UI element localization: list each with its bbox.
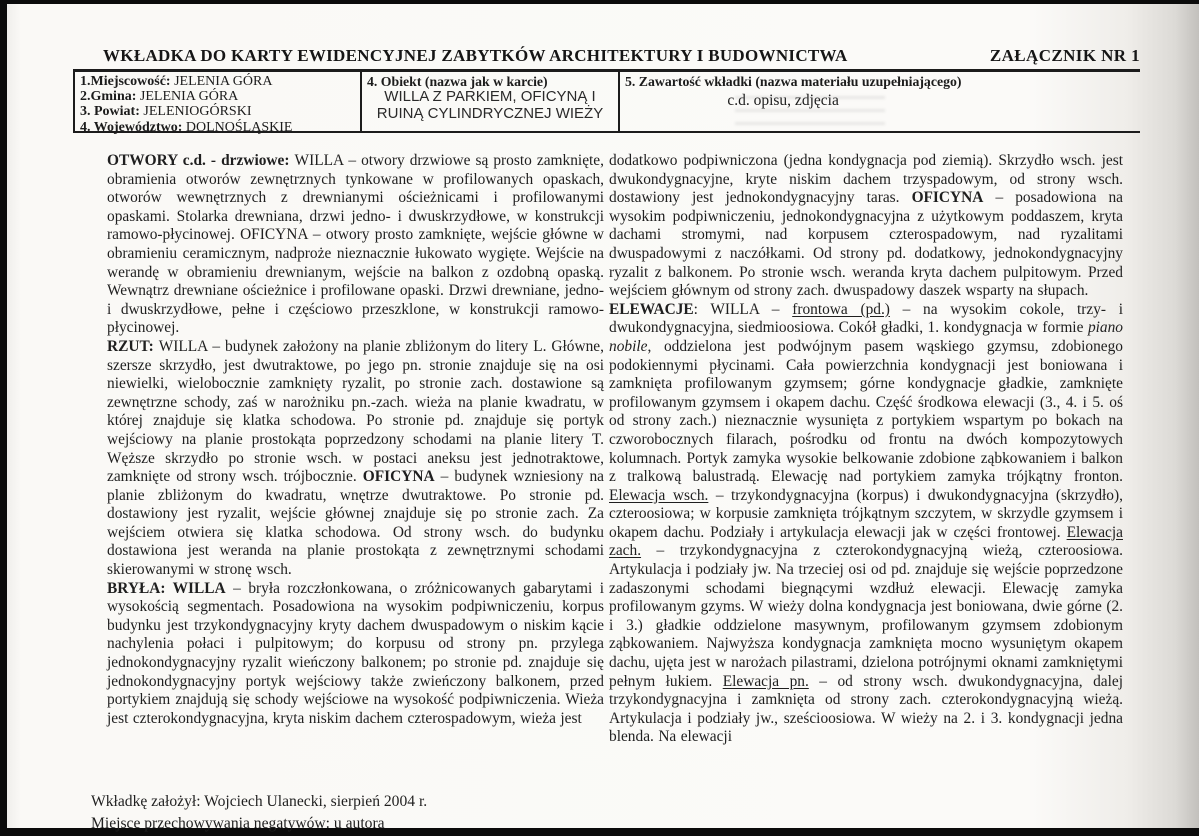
footer-author-line: Wkładkę założył: Wojciech Ulanecki, sierpień 2004 r. <box>91 793 428 810</box>
text-run: – trzykondygnacyjna (korpus) i dwukondygnacyjna (skrzydło), czteroosiowa; w korpusie zamknięta trójkątnym szczytem, w skrzydle gzymsem i okapem dachu. Podziały i artykulacja elewacji jak w części frontowej. <box>609 486 1123 541</box>
field-gmina <box>80 89 355 104</box>
document-footer <box>91 791 427 834</box>
left-text-column <box>107 152 604 728</box>
text-run: Elewacja pn. <box>722 672 809 690</box>
text-run: dodatkowo podpiwniczona (jedna kondygnacja pod ziemią). Skrzydło wsch. jest dwukondygnacyjne, kryte niskim dachem trzyspadowym, od strony wsch. dostawiony jest jednokondygnacyjny taras. <box>609 152 1123 207</box>
document-header <box>73 46 1140 66</box>
object-cell <box>362 72 620 131</box>
object-name-line: WILLA Z PARKIEM, OFICYNĄ I <box>384 88 596 105</box>
right-text-column <box>609 152 1123 747</box>
paragraph <box>107 338 604 580</box>
field-value: JELENIOGÓRSKI <box>143 104 252 120</box>
text-run: OTWORY c.d. - drzwiowe: <box>107 152 295 169</box>
text-run: ELEWACJE <box>609 300 694 318</box>
text-run: BRYŁA: WILLA <box>107 579 226 597</box>
text-run: – na wysokim cokole, trzy- i dwukondygnacyjna, siedmioosiowa. Cokół gładki, 1. kondygnacja w formie <box>609 300 1123 337</box>
attachment-label: ZAŁĄCZNIK NR 1 <box>989 46 1140 65</box>
text-run: – od strony wsch. dwukondygnacyjna, dalej trzykondygnacyjna i zamknięta od strony zach. czterokondygnacyjną wieżą. Artykulacja i podziały jw., sześcioosiowa. W wieży na 2. i 3. kondygnacji jedna blenda. Na elewacji <box>609 672 1123 746</box>
field-label: 2.Gmina: <box>80 89 137 105</box>
document-page <box>7 4 1199 832</box>
text-run: Elewacja wsch. <box>609 486 709 504</box>
paragraph <box>107 152 604 338</box>
location-cell <box>73 72 362 135</box>
contents-cell <box>620 72 1140 131</box>
field-label: 1.Miejscowość: <box>80 74 171 89</box>
text-run: , oddzielona jest podwójnym pasem wąskiego gzymsu, zdobionego podokiennymi płycinami. Cała powierzchnia kondygnacji jest boniowana i zamknięta profilowanym gzymsem; górne kondygnacje gładkie, zamknięte profilowanym gzymsem i okapem dachu. Część środkowa elewacji (3., 4. i 5. oś od strony zach.) nieznacznie wysunięta z portykiem wspartym po bokach na czworobocznych filarach, pośrodku od frontu na dwóch kompozytowych kolumnach. Portyk zamyka wysokie belkowanie zdobione ząbkowaniem i balkon z tralkową balustradą. Elewację nad portykiem zamyka trójkątny fronton. <box>609 337 1123 486</box>
field-wojewodztwo <box>80 120 355 135</box>
contents-label: 5. Zawartość wkładki (nazwa materiału uzupełniającego) <box>625 74 962 89</box>
text-run: WILLA – otwory drzwiowe są prosto zamknięte, obramienia otworów zewnętrznych tynkowane w profilowanych opaskach, otworów wewnętrznych z drewnianymi ościeżnicami i profilowanymi opaskami. Stolarka drewniana, drzwi jedno- i dwuskrzydłowe, w konstrukcji ramowo-płycinowej. OFICYNA – otwory prosto zamknięte, wejście główne w obramieniu ceramicznym, nadproże nieznacznie łukowato wygięte. Wejście na werandę w obramieniu drewnianym, wejście na balkon z ozdobną opaską. Wewnątrz drewniane ościeżnice i profilowane opaski. Drzwi drewniane, jedno- i dwuskrzydłowe, pełne i częściowo przeszklone, w konstrukcji ramowo-płycinowej. <box>107 152 604 337</box>
field-value: JELENIA GÓRA <box>139 89 239 105</box>
text-run: – trzykondygnacyjna z czterokondygnacyjną wieżą, czteroosiowa. Artykulacja i podziały jw. Na trzeciej osi od pd. znajduje się wejście poprzedzone zadaszonymi schodami biegnącymi wzdłuż elewacji. Elewację zamyka profilowanym gzyms. W wieży dolna kondygnacja jest boniowana, dwie górne (2. i 3.) gładkie oddzielone masywnym, profilowanym gzymsem zdobionym ząbkowaniem. Najwyższa kondygnacja zamknięta mocno wysuniętym okapem dachu, ujęta jest w narożach pilastrami, dzielona potrójnymi oknami zamkniętymi pełnym łukiem. <box>609 542 1123 690</box>
field-miejscowosc <box>80 74 355 89</box>
text-run: : WILLA – <box>693 300 793 318</box>
page-title: WKŁADKA DO KARTY EWIDENCYJNEJ ZABYTKÓW ARCHITEKTURY I BUDOWNICTWA <box>103 46 848 65</box>
paragraph <box>609 152 1123 301</box>
text-run: frontowa (pd.) <box>792 300 890 318</box>
text-run: RZUT: <box>107 337 159 355</box>
object-name-line: RUINĄ CYLINDRYCZNEJ WIEŻY <box>376 104 604 122</box>
object-label: 4. Obiekt (nazwa jak w karcie) <box>367 74 548 89</box>
text-run: – budynek wzniesiony na planie zbliżonym do kwadratu, wnętrze dwutraktowe. Po stronie pd. dostawiony jest ryzalit, wejście głównej znajduje się po stronie zach. Za wejściem otwiera się klatka schodowa. Od strony wsch. do budynku dostawiona jest weranda na planie prostokąta z zewnętrznymi schodami skierowanymi w stronę wsch. <box>107 468 604 579</box>
field-label: 4. Województwo: <box>80 119 183 135</box>
text-run: – posadowiona na wysokim podpiwniczeniu, jednokondygnacyjna z użytkowym poddaszem, kryta dachami stromymi, nad korpusem czterospadowym, nad ryzalitami dwuspadowymi z naczółkami. Od strony pd. dodatkowy, jednokondygnacyjny ryzalit z balkonem. Po stronie wsch. weranda kryta dachem pulpitowym. Przed wejściem głównym od strony zach. dwuspadowy daszek wsparty na słupach. <box>609 189 1123 300</box>
field-label: 3. Powiat: <box>80 104 140 120</box>
text-run: OFICYNA <box>911 189 984 207</box>
field-value: DOLNOŚLĄSKIE <box>185 119 293 135</box>
header-table <box>73 69 1140 133</box>
text-run: – bryła rozczłonkowana, o zróżnicowanych gabarytami i wysokością segmentach. Posadowiona na wysokim podpiwniczeniu, korpus budynku jest trzykondygnacyjny kryty dachem dwuspadowym o niskim kącie nachylenia połaci i pulpitowym; do korpusu od strony pn. przylega jednokondygnacyjny ryzalit wieńczony balkonem; po stronie pd. znajduje się jednokondygnacyjny portyk wejściowy także zwieńczony balkonem, przed portykiem znajdują się schody wejściowe na wysokość podpiwniczenia. Wieża jest czterokondygnacyjna, kryta niskim dachem czterospadowym, wieża jest <box>107 579 605 727</box>
paragraph <box>107 580 604 729</box>
field-powiat <box>80 104 355 119</box>
field-value: JELENIA GÓRA <box>174 74 273 89</box>
contents-value: c.d. opisu, zdjęcia <box>727 92 839 109</box>
text-run: OFICYNA <box>362 468 435 486</box>
text-run: WILLA – budynek założony na planie zbliżonym do litery L. Główne, szersze skrzydło, jest dwutraktowe, po jego pn. stronie znajduje się na osi niewielki, wielobocznie zamknięty ryzalit, po stronie zach. dostawione są zewnętrzne schody, zaś w narożniku pn.-zach. wieża na planie kwadratu, w której znajduje się klatka schodowa. Po stronie pd. znajduje się portyk wejściowy na planie prostokąta poprzedzony schodami na planie litery T. Węższe skrzydło po stronie wsch. w postaci aneksu jest jednotraktowe, zamknięte od strony wsch. trójbocznie. <box>107 337 604 486</box>
text-run: piano nobile <box>609 319 1123 355</box>
paragraph <box>609 301 1123 747</box>
text-run: Elewacja zach. <box>609 523 1123 560</box>
footer-negatives-line: Miejsce przechowywania negatywów: u autora <box>91 814 385 832</box>
